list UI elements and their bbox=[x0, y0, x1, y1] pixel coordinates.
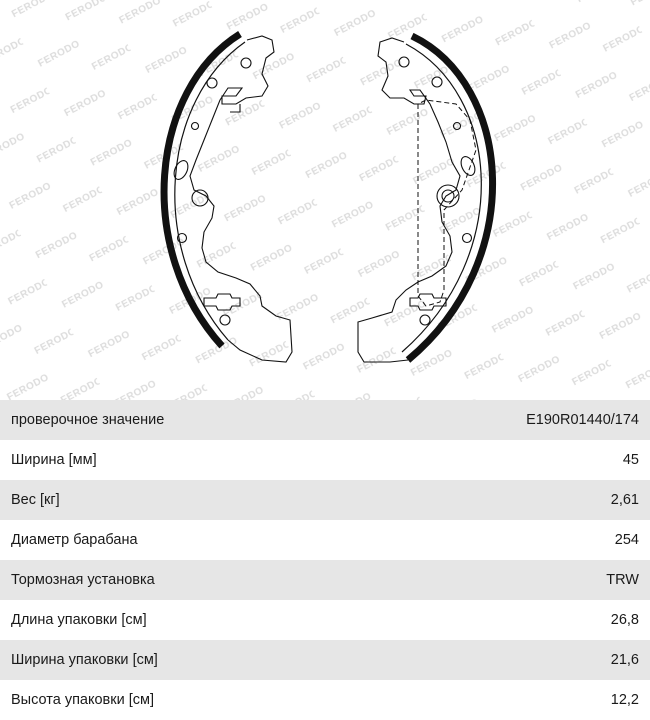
spec-label: Диаметр барабана bbox=[11, 532, 138, 548]
spec-row-weight bbox=[0, 480, 650, 520]
spec-row-package-width bbox=[0, 640, 650, 680]
spec-value: 21,6 bbox=[610, 652, 639, 668]
spec-value: 12,2 bbox=[610, 692, 639, 708]
spec-row-brake-system bbox=[0, 560, 650, 600]
spec-label: Длина упаковки [см] bbox=[11, 612, 147, 628]
spec-row-drum-diameter bbox=[0, 520, 650, 560]
spec-label: Вес [кг] bbox=[11, 492, 60, 508]
spec-label: Ширина упаковки [см] bbox=[11, 652, 158, 668]
spec-label: Тормозная установка bbox=[11, 572, 155, 588]
spec-value: TRW bbox=[606, 572, 639, 588]
spec-row-package-length bbox=[0, 600, 650, 640]
spec-value: 45 bbox=[622, 452, 639, 468]
spec-value: E190R01440/174 bbox=[526, 412, 639, 428]
spec-value: 2,61 bbox=[610, 492, 639, 508]
specification-table bbox=[0, 400, 650, 720]
spec-row-width bbox=[0, 440, 650, 480]
spec-value: 254 bbox=[614, 532, 639, 548]
spec-row-test-value bbox=[0, 400, 650, 440]
spec-row-package-height bbox=[0, 680, 650, 720]
spec-label: Высота упаковки [см] bbox=[11, 692, 155, 708]
spec-value: 26,8 bbox=[610, 612, 639, 628]
spec-label: проверочное значение bbox=[11, 412, 165, 428]
spec-label: Ширина [мм] bbox=[11, 452, 97, 468]
